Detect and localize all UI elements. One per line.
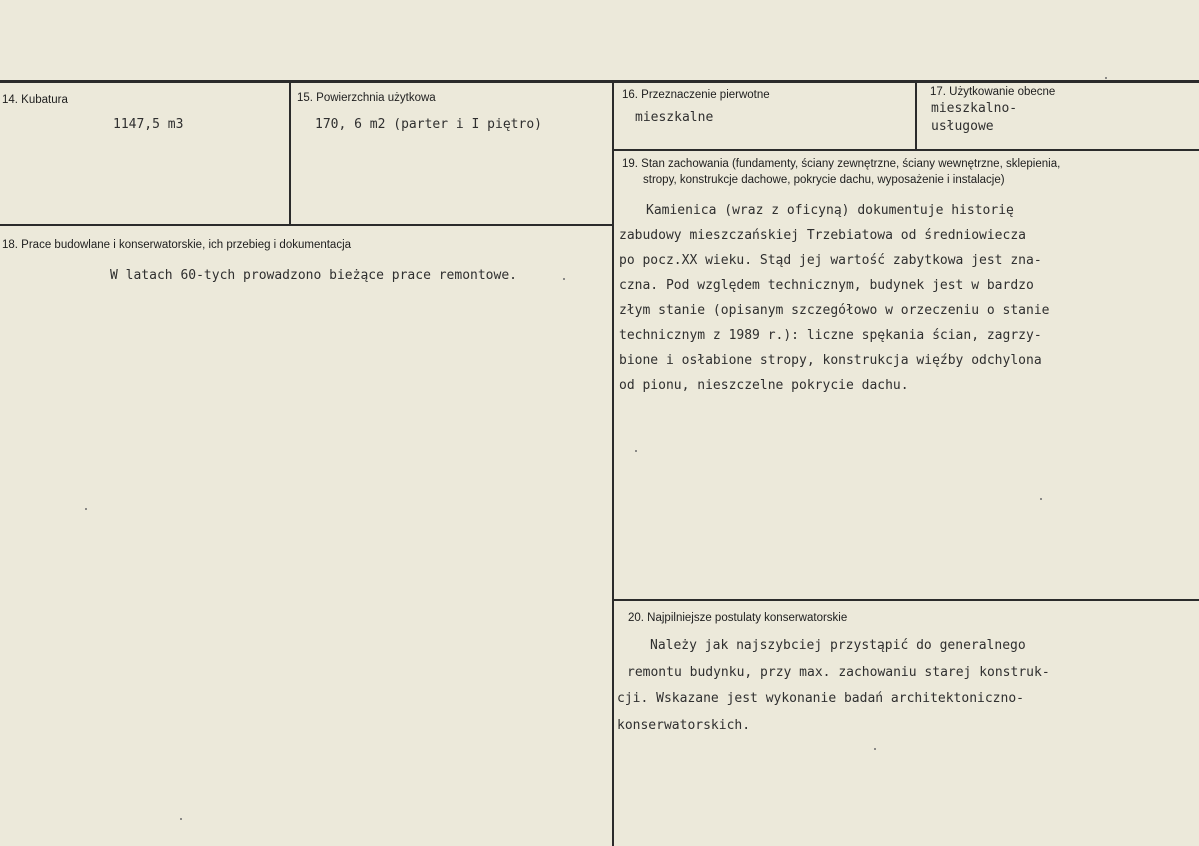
field-19-text-line: bione i osłabione stropy, konstrukcja więźby odchylona	[619, 353, 1042, 368]
field-19-text-line: zabudowy mieszczańskiej Trzebiatowa od średniowiecza	[619, 228, 1026, 243]
field-20-text-line: Należy jak najszybciej przystąpić do generalnego	[650, 638, 1026, 653]
field-19-text-line: technicznym z 1989 r.): liczne spękania ścian, zagrzy-	[619, 328, 1042, 343]
field-17-label: 17. Użytkowanie obecne	[930, 86, 1056, 98]
field-19-text-line: Kamienica (wraz z oficyną) dokumentuje historię	[646, 203, 1014, 218]
scan-speck	[635, 450, 637, 452]
divider-14-15	[289, 82, 291, 226]
divider-15-16	[612, 82, 614, 846]
field-20-text-line: konserwatorskich.	[617, 717, 751, 733]
field-20-label: 20. Najpilniejsze postulaty konserwatorskie	[628, 612, 848, 624]
scan-speck	[1105, 77, 1107, 79]
field-20-text	[617, 633, 1050, 739]
field-15-value: 170, 6 m2 (parter i I piętro)	[315, 117, 542, 132]
field-17-value-line-2: usługowe	[931, 119, 994, 134]
field-19-text-line: złym stanie (opisanym szczegółowo w orzeczeniu o stanie	[619, 303, 1050, 318]
field-15-label: 15. Powierzchnia użytkowa	[297, 92, 436, 104]
field-18-label: 18. Prace budowlane i konserwatorskie, ich przebieg i dokumentacja	[2, 239, 352, 251]
rule-under-14-15	[0, 224, 613, 226]
scan-speck	[85, 508, 87, 510]
scan-speck	[874, 748, 876, 750]
top-rule	[0, 80, 1199, 83]
scan-speck	[563, 278, 565, 280]
field-19-text-line: od pionu, nieszczelne pokrycie dachu.	[619, 378, 909, 393]
field-17-value-line-1: mieszkalno-	[931, 101, 1018, 116]
field-14-label: 14. Kubatura	[2, 94, 68, 106]
field-20-text-line: cji. Wskazane jest wykonanie badań architektoniczno-	[617, 691, 1024, 706]
field-19-label-line-2: stropy, konstrukcje dachowe, pokrycie dachu, wyposażenie i instalacje)	[643, 174, 1005, 186]
scan-speck	[1040, 498, 1042, 500]
rule-above-20	[613, 599, 1199, 601]
field-16-value: mieszkalne	[635, 110, 714, 125]
rule-under-16-17	[613, 149, 1199, 151]
field-19-text	[619, 198, 1049, 398]
field-19-label-line-1: 19. Stan zachowania (fundamenty, ściany zewnętrzne, ściany wewnętrzne, sklepienia,	[622, 158, 1061, 170]
field-16-label: 16. Przeznaczenie pierwotne	[622, 89, 770, 101]
divider-16-17	[915, 82, 917, 150]
field-20-text-line: remontu budynku, przy max. zachowaniu starej konstruk-	[627, 664, 1050, 680]
field-14-value: 1147,5 m3	[113, 117, 184, 132]
scan-speck	[180, 818, 182, 820]
field-18-value: W latach 60-tych prowadzono bieżące prace remontowe.	[110, 268, 517, 283]
field-19-text-line: czna. Pod względem technicznym, budynek jest w bardzo	[619, 278, 1034, 293]
field-19-text-line: po pocz.XX wieku. Stąd jej wartość zabytkowa jest zna-	[619, 253, 1042, 268]
